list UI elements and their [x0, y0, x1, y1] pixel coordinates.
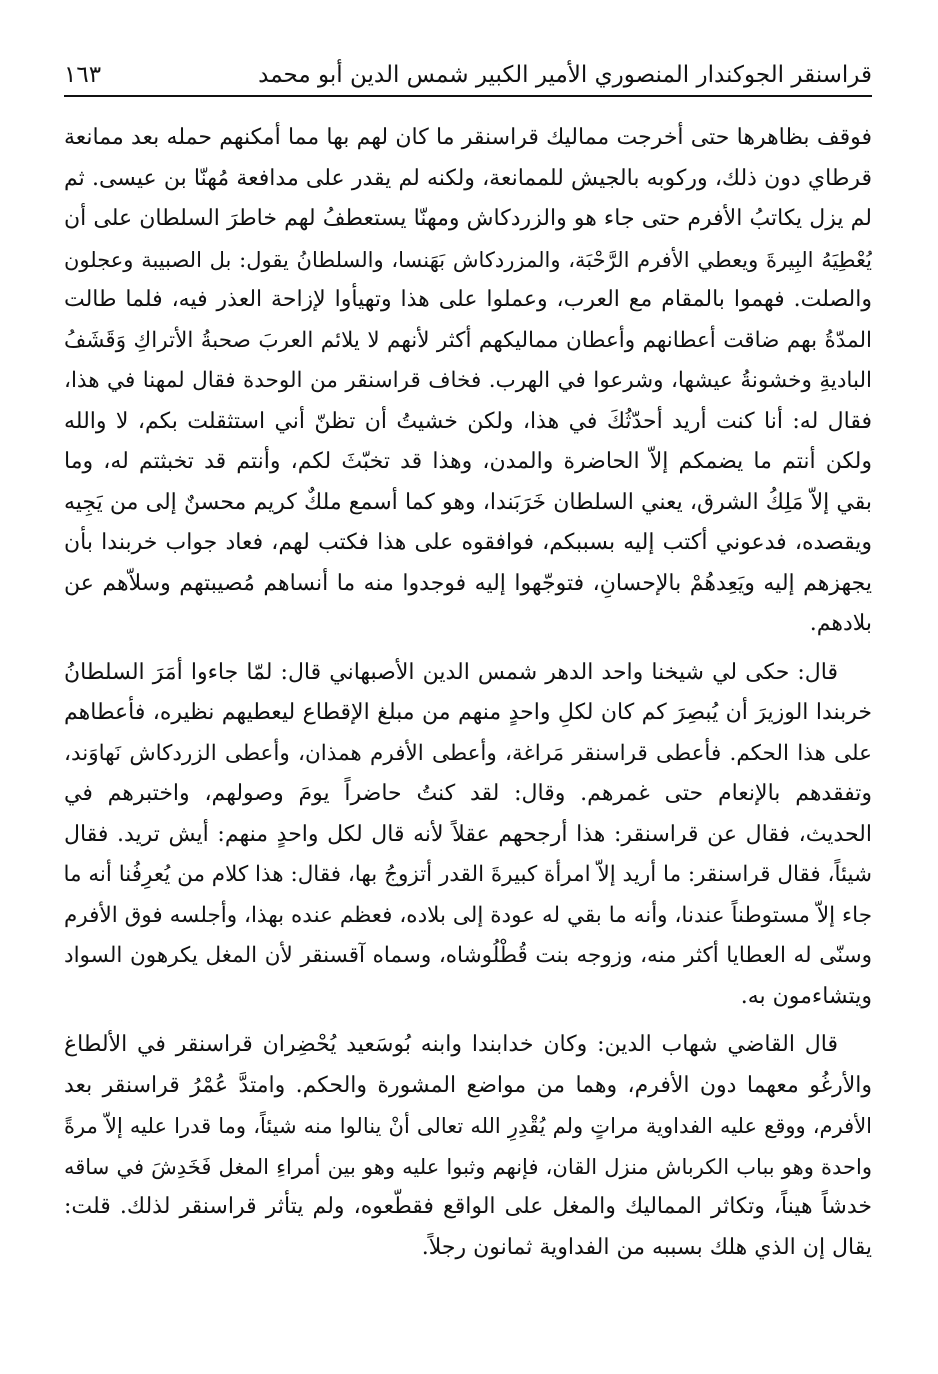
text-line: بقي إلاّ مَلِكُ الشرق، يعني السلطان خَرَبَندا، وهو كما أسمع ملكٌ كريم محسنٌ إلى من يَجِيه [64, 489, 872, 515]
paragraph-1 [64, 118, 872, 645]
text-line: واحدة وهو بباب الكرباش منزل القان، فإنهم وثبوا عليه وهو بين أمراءِ المغل فَخَدِشَ في ساقه [64, 1154, 872, 1179]
text-line: قرطاي دون ذلك، وركوبه بالجيش للممانعة، ولكنه لم يقدر على مدافعة مُهنّا بن عيسى. ثم [64, 165, 872, 191]
body-text [64, 118, 872, 1268]
paragraph-2 [64, 653, 872, 1018]
text-line: وسنّى له العطايا أكثر منه، وزوجه بنت قُطْلُوشاه، وسماه آقسنقر لأن المغل يكرهون السواد [64, 943, 872, 968]
page-number: ١٦٣ [64, 62, 102, 88]
running-header [64, 52, 872, 92]
header-rule [64, 95, 872, 97]
text-line: يُعْطِيَهُ البِيرةَ ويعطي الأفرم الرَّحْبَة، والمزردكاش بَهَنسا، والسلطانُ يقول: بل الصبيبة وعجلون [64, 247, 872, 272]
text-line: الأفرم، ووقع عليه الفداوية مراتٍ ولم يُقْدِرِ الله تعالى أنْ ينالوا منه شيئاً، وما قدرا عليه إلاّ مرةً [64, 1114, 872, 1138]
text-line: ويقصده، فدعوني أكتب إليه بسببكم، فوافقوه على هذا فكتب لهم، فعاد جواب خربندا بأن [64, 530, 872, 555]
text-line: وتفقدهم بالإنعام حتى غمرهم. وقال: لقد كنتُ حاضراً يومَ وصولهم، واختبرهم في [64, 781, 872, 806]
text-line: يقال إن الذي هلك بسببه من الفداوية ثمانون رجلاً. [421, 1234, 872, 1260]
text-line: الباديةِ وخشونةُ عيشها، وشرعوا في الهرب. فخاف قراسنقر من الوحدة فقال لمهنا في هذا، [64, 368, 872, 393]
text-line: قال القاضي شهاب الدين: وكان خدابندا وابنه بُوسَعيد يُحْضِران قراسنقر في الألطاغ [64, 1032, 838, 1057]
paragraph-3 [64, 1025, 872, 1268]
text-line: على هذا الحكم. فأعطى قراسنقر مَراغة، وأعطى الأفرم همذان، وأعطى الزردكاش نَهاوَند، [64, 740, 872, 766]
text-line: الحديث، فقال عن قراسنقر: هذا أرجحهم عقلاً لأنه قال لكل واحدٍ منهم: أيش تريد. فقال [64, 821, 872, 847]
text-line: فقال له: أنا كنت أريد أحدّثُكَ في هذا، ولكن خشيتُ أن تظنّ أني استثقلت بكم، لا والله [64, 408, 872, 434]
text-line: يجهزهم إليه ويَعِدهُمْ بالإحسانِ، فتوجّهوا إليه فوجدوا منه ما أنساهم مُصيبتهم وسلاّهم عن [64, 570, 872, 596]
text-line: فوقف بظاهرها حتى أخرجت مماليك قراسنقر ما كان لهم بها مما أمكنهم حمله بعد ممانعة [64, 125, 872, 150]
text-line: ولكن أنتم ما يضمكم إلاّ الحاضرة والمدن، وهذا قد تخبّثَ لكم، وأنتم قد تخبثتم له، وما [64, 449, 872, 474]
running-title: قراسنقر الجوكندار المنصوري الأمير الكبير شمس الدين أبو محمد [258, 62, 872, 88]
text-line: والأرغُو معهما دون الأفرم، وهما من مواضع المشورة والحكم. وامتدَّ عُمْرُ قراسنقر بعد [64, 1072, 872, 1098]
text-line: المدّةُ بهم ضاقت أعطانهم وأعطان مماليكهم أكثر لأنهم لا يلائم العربَ صحبةُ الأتراكِ وَقَشَفُ [64, 327, 872, 353]
text-line: خدشاً هيناً، وتكاثر المماليك والمغل على الواقع فقطّعوه، ولم يتأثر قراسنقر لذلك. قلت: [64, 1194, 872, 1219]
text-line: بلادهم. [809, 611, 872, 636]
text-line: خربندا الوزيرَ أن يُبصِرَ كم كان لكلِ واحدٍ منهم من مبلغ الإقطاع ليعطيهم نظيره، فأعطاهم [64, 700, 872, 725]
text-line: شيئاً، فقال قراسنقر: ما أريد إلاّ امرأة كبيرةَ القدر أتزوجُ بها، فقال: هذا كلام من يُعرِفُنا أنه ما [64, 862, 872, 887]
text-line: والصلت. فهموا بالمقام مع العرب، وعملوا على هذا وتهيأوا لإزاحة العذر فيه، فلما طالت [64, 287, 872, 312]
text-line: قال: حكى لي شيخنا واحد الدهر شمس الدين الأصبهاني قال: لمّا جاءوا أمَرَ السلطانُ [64, 659, 838, 685]
text-line: لم يزل يكاتبُ الأفرم حتى جاء هو والزردكاش ومهنّا يستعطفُ لهم خاطرَ السلطان على أن [64, 206, 872, 231]
text-line: ويتشاءمون به. [740, 983, 872, 1009]
text-line: جاء إلاّ مستوطناً عندنا، وأنه ما بقي له عودة إلى بلاده، فعظم عنده بهذا، وأجلسه فوق الأفرم [64, 902, 872, 928]
